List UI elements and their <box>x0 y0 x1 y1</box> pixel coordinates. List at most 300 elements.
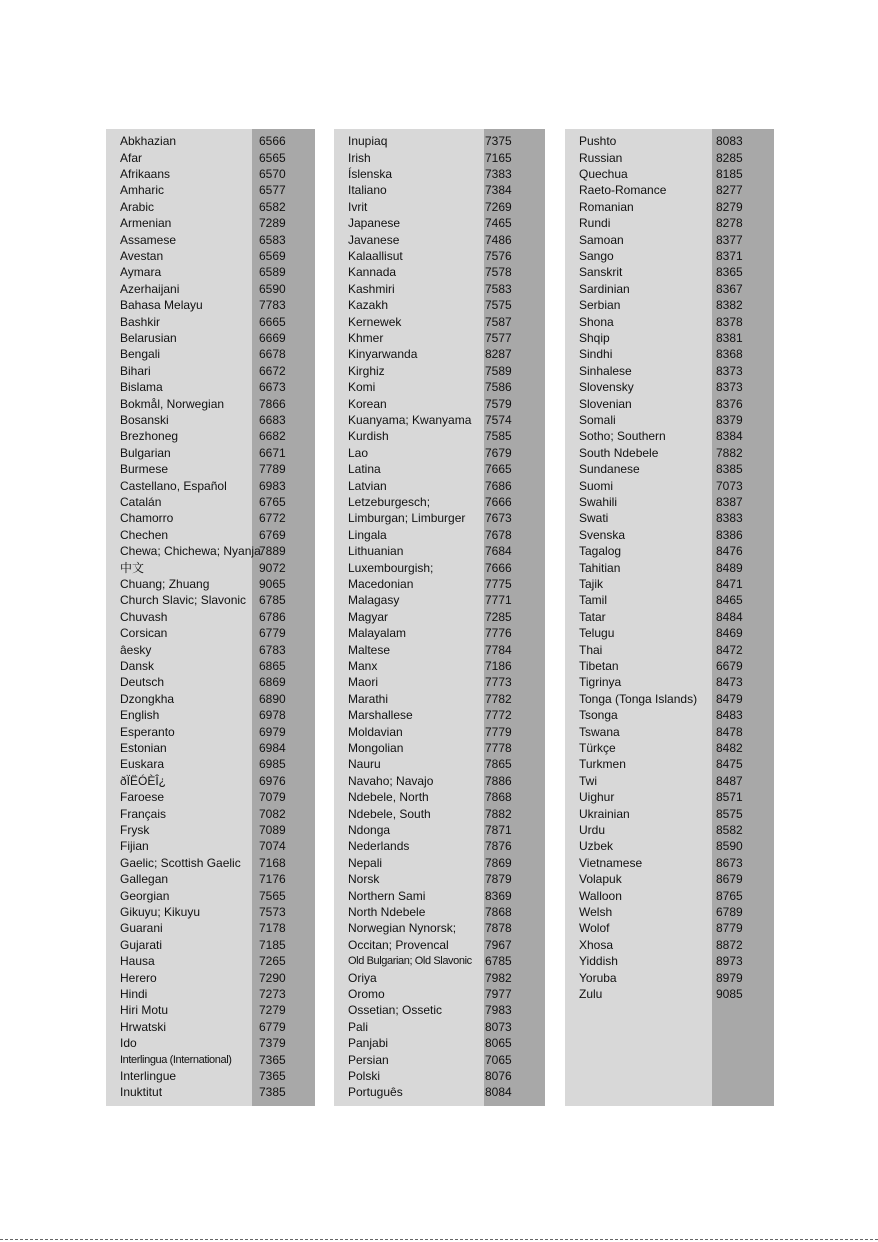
language-code: 7882 <box>716 445 743 460</box>
language-name: Amharic <box>120 183 165 198</box>
language-row <box>106 625 315 641</box>
language-row <box>106 379 315 395</box>
language-code: 8383 <box>716 511 743 526</box>
language-code: 7782 <box>485 691 512 706</box>
language-code: 6978 <box>259 708 286 723</box>
language-code: 8475 <box>716 757 743 772</box>
language-name: Chuvash <box>120 609 168 624</box>
language-name: Norsk <box>348 872 380 887</box>
language-code: 6772 <box>259 511 286 526</box>
language-row <box>106 527 315 543</box>
language-code: 8373 <box>716 380 743 395</box>
language-code: 6979 <box>259 724 286 739</box>
language-row <box>106 1084 315 1100</box>
language-name: Sindhi <box>579 347 613 362</box>
language-code: 7383 <box>485 166 512 181</box>
language-code: 8073 <box>485 1019 512 1034</box>
language-name: Church Slavic; Slavonic <box>120 593 247 608</box>
language-name: Ndonga <box>348 822 391 837</box>
language-row <box>106 281 315 297</box>
language-code: 8571 <box>716 790 743 805</box>
page-edge-dashes <box>0 1239 878 1240</box>
language-row <box>334 379 545 395</box>
language-name: Shqip <box>579 330 610 345</box>
language-row <box>334 330 545 346</box>
language-code: 8371 <box>716 248 743 263</box>
language-name: Afar <box>120 150 143 165</box>
language-name: Lithuanian <box>348 544 404 559</box>
language-name: Tatar <box>579 609 606 624</box>
language-code: 8476 <box>716 544 743 559</box>
language-code: 7783 <box>259 298 286 313</box>
language-code: 7776 <box>485 626 512 641</box>
language-name: Bengali <box>120 347 161 362</box>
language-name: Twi <box>579 773 597 788</box>
language-name: Malayalam <box>348 626 407 641</box>
language-code: 7289 <box>259 216 286 231</box>
language-code-column-2 <box>334 129 545 1106</box>
language-code: 6785 <box>485 954 512 969</box>
language-name: Belarusian <box>120 330 177 345</box>
language-row <box>565 625 774 641</box>
language-row <box>334 494 545 510</box>
language-code: 6577 <box>259 183 286 198</box>
language-code: 8381 <box>716 330 743 345</box>
language-row <box>334 805 545 821</box>
language-code: 7679 <box>485 445 512 460</box>
language-name: Latvian <box>348 478 387 493</box>
language-row <box>334 937 545 953</box>
language-row <box>565 510 774 526</box>
language-row <box>334 281 545 297</box>
language-name: Tajik <box>579 576 604 591</box>
language-code: 7779 <box>485 724 512 739</box>
language-row <box>565 346 774 362</box>
language-name: Rundi <box>579 216 611 231</box>
language-row <box>106 674 315 690</box>
language-name: Euskara <box>120 757 165 772</box>
language-row <box>334 1068 545 1084</box>
language-name: Afrikaans <box>120 166 171 181</box>
language-row <box>106 691 315 707</box>
language-code: 7585 <box>485 429 512 444</box>
language-row <box>106 1051 315 1067</box>
language-row <box>334 1019 545 1035</box>
language-row <box>565 707 774 723</box>
language-row <box>106 182 315 198</box>
language-code: 9065 <box>259 576 286 591</box>
language-name: Nederlands <box>348 839 410 854</box>
language-code: 6765 <box>259 494 286 509</box>
language-code: 7375 <box>485 134 512 149</box>
language-row <box>334 789 545 805</box>
language-name: Ido <box>120 1036 137 1051</box>
language-code: 7573 <box>259 904 286 919</box>
language-name: Maltese <box>348 642 391 657</box>
language-name: Thai <box>579 642 603 657</box>
language-code: 8465 <box>716 593 743 608</box>
language-name: Castellano, Español <box>120 478 227 493</box>
language-code: 7583 <box>485 281 512 296</box>
language-row <box>565 166 774 182</box>
language-row <box>334 969 545 985</box>
language-name: Moldavian <box>348 724 403 739</box>
language-row <box>106 215 315 231</box>
language-row <box>565 231 774 247</box>
language-name: Inupiaq <box>348 134 388 149</box>
language-row <box>565 969 774 985</box>
language-row <box>334 215 545 231</box>
language-row <box>565 674 774 690</box>
language-row <box>106 1068 315 1084</box>
language-code: 6589 <box>259 265 286 280</box>
language-name: Khmer <box>348 330 384 345</box>
language-row <box>334 1084 545 1100</box>
language-name: Bahasa Melayu <box>120 298 203 313</box>
language-code: 7589 <box>485 363 512 378</box>
language-name: Esperanto <box>120 724 175 739</box>
language-row <box>565 658 774 674</box>
language-row <box>565 641 774 657</box>
language-name: Komi <box>348 380 376 395</box>
language-code: 6779 <box>259 1019 286 1034</box>
language-row <box>106 609 315 625</box>
language-code: 6669 <box>259 330 286 345</box>
language-code: 8487 <box>716 773 743 788</box>
language-code-column-3 <box>565 129 774 1106</box>
language-code: 6785 <box>259 593 286 608</box>
language-code: 9072 <box>259 560 286 575</box>
language-name: Oromo <box>348 986 385 1001</box>
language-row <box>334 723 545 739</box>
language-code: 8382 <box>716 298 743 313</box>
language-name: Kannada <box>348 265 397 280</box>
language-row <box>106 199 315 215</box>
language-name: Norwegian Nynorsk; <box>348 921 457 936</box>
language-name: Sango <box>579 248 614 263</box>
language-code: 7273 <box>259 986 286 1001</box>
language-code: 8479 <box>716 691 743 706</box>
language-code: 7773 <box>485 675 512 690</box>
language-name: Português <box>348 1085 403 1100</box>
language-row <box>565 937 774 953</box>
language-row <box>334 773 545 789</box>
language-code: 7778 <box>485 740 512 755</box>
language-row <box>106 149 315 165</box>
language-name: Korean <box>348 396 387 411</box>
language-code: 7186 <box>485 658 512 673</box>
language-row <box>334 625 545 641</box>
language-name: Xhosa <box>579 937 614 952</box>
language-code: 7586 <box>485 380 512 395</box>
language-code: 8384 <box>716 429 743 444</box>
language-row <box>106 494 315 510</box>
language-code: 6789 <box>716 904 743 919</box>
language-row <box>106 313 315 329</box>
language-code: 8973 <box>716 954 743 969</box>
language-code: 8765 <box>716 888 743 903</box>
language-code: 7074 <box>259 839 286 854</box>
language-code: 6679 <box>716 658 743 673</box>
language-name: Walloon <box>579 888 622 903</box>
language-row <box>565 313 774 329</box>
language-name: Faroese <box>120 790 165 805</box>
language-code: 7882 <box>485 806 512 821</box>
language-code: 7865 <box>485 757 512 772</box>
language-row <box>106 969 315 985</box>
language-name: Brezhoneg <box>120 429 179 444</box>
language-name: Sundanese <box>579 462 640 477</box>
language-code: 7176 <box>259 872 286 887</box>
language-name: Tagalog <box>579 544 622 559</box>
language-code: 7065 <box>485 1052 512 1067</box>
language-name: Lao <box>348 445 369 460</box>
language-row <box>334 412 545 428</box>
language-row <box>334 149 545 165</box>
language-code: 6590 <box>259 281 286 296</box>
language-row <box>334 133 545 149</box>
language-code: 8377 <box>716 232 743 247</box>
language-name: Tigrinya <box>579 675 622 690</box>
language-name: Polski <box>348 1068 381 1083</box>
language-row <box>106 133 315 149</box>
language-code: 7565 <box>259 888 286 903</box>
language-name: Nauru <box>348 757 381 772</box>
language-name: Ukrainian <box>579 806 630 821</box>
language-code: 8779 <box>716 921 743 936</box>
language-code: 7784 <box>485 642 512 657</box>
language-code: 6583 <box>259 232 286 247</box>
language-row <box>565 838 774 854</box>
language-name: Uzbek <box>579 839 614 854</box>
language-name: Swahili <box>579 494 618 509</box>
language-name: Burmese <box>120 462 169 477</box>
language-row <box>334 477 545 493</box>
language-row <box>106 297 315 313</box>
language-name: Russian <box>579 150 623 165</box>
language-row <box>106 740 315 756</box>
language-row <box>565 920 774 936</box>
language-row <box>106 592 315 608</box>
language-row <box>106 248 315 264</box>
language-name: Suomi <box>579 478 614 493</box>
language-row <box>334 822 545 838</box>
language-code: 8185 <box>716 166 743 181</box>
language-row <box>334 920 545 936</box>
language-code: 8582 <box>716 822 743 837</box>
language-name: Frysk <box>120 822 150 837</box>
language-row <box>565 559 774 575</box>
language-row <box>334 641 545 657</box>
language-row <box>334 264 545 280</box>
language-code: 7279 <box>259 1003 286 1018</box>
language-name: Limburgan; Limburger <box>348 511 466 526</box>
language-name: Tonga (Tonga Islands) <box>579 691 698 706</box>
language-row <box>106 395 315 411</box>
language-name: Chechen <box>120 527 169 542</box>
language-code: 7574 <box>485 412 512 427</box>
language-code: 7385 <box>259 1085 286 1100</box>
language-row <box>106 477 315 493</box>
language-row <box>106 166 315 182</box>
language-name: Javanese <box>348 232 400 247</box>
language-row <box>106 543 315 559</box>
language-code: 8472 <box>716 642 743 657</box>
language-row <box>565 494 774 510</box>
language-name: Urdu <box>579 822 606 837</box>
language-name: Volapuk <box>579 872 622 887</box>
language-row <box>334 871 545 887</box>
language-code: 8373 <box>716 363 743 378</box>
language-row <box>565 264 774 280</box>
language-code: 7983 <box>485 1003 512 1018</box>
language-code: 7772 <box>485 708 512 723</box>
language-name: Assamese <box>120 232 177 247</box>
language-name: Ndebele, North <box>348 790 429 805</box>
language-name: Pali <box>348 1019 369 1034</box>
language-name: Bihari <box>120 363 151 378</box>
language-code: 8277 <box>716 183 743 198</box>
language-row <box>565 363 774 379</box>
language-name: Letzeburgesch; <box>348 494 431 509</box>
language-code: 8287 <box>485 347 512 362</box>
language-code-column-1 <box>106 129 315 1106</box>
language-row <box>565 215 774 231</box>
language-name: Turkmen <box>579 757 626 772</box>
language-code: 7771 <box>485 593 512 608</box>
language-row <box>106 838 315 854</box>
language-code: 7575 <box>485 298 512 313</box>
language-row <box>106 871 315 887</box>
language-row <box>106 707 315 723</box>
language-row <box>106 576 315 592</box>
language-name: Manx <box>348 658 378 673</box>
language-name: Estonian <box>120 740 167 755</box>
language-code: 7578 <box>485 265 512 280</box>
language-row <box>334 182 545 198</box>
language-name: Japanese <box>348 216 401 231</box>
language-row <box>565 149 774 165</box>
language-name: Hiri Motu <box>120 1003 169 1018</box>
language-code: 8872 <box>716 937 743 952</box>
language-name: Gaelic; Scottish Gaelic <box>120 855 241 870</box>
language-code: 7379 <box>259 1036 286 1051</box>
language-code: 6678 <box>259 347 286 362</box>
language-row <box>565 855 774 871</box>
language-code: 7290 <box>259 970 286 985</box>
language-name: Kazakh <box>348 298 389 313</box>
language-name: English <box>120 708 160 723</box>
language-row <box>334 527 545 543</box>
language-code: 8575 <box>716 806 743 821</box>
language-name: Georgian <box>120 888 170 903</box>
language-name: Abkhazian <box>120 134 177 149</box>
language-name: Français <box>120 806 167 821</box>
language-row <box>565 330 774 346</box>
language-name: Sardinian <box>579 281 630 296</box>
language-code: 7866 <box>259 396 286 411</box>
language-row <box>106 920 315 936</box>
language-code: 6665 <box>259 314 286 329</box>
language-name: Bashkir <box>120 314 161 329</box>
language-code: 7073 <box>716 478 743 493</box>
language-name: Luxembourgish; <box>348 560 434 575</box>
language-row <box>565 740 774 756</box>
language-name: Old Bulgarian; Old Slavonic <box>348 955 472 968</box>
language-code: 6865 <box>259 658 286 673</box>
language-name: Fijian <box>120 839 149 854</box>
language-name: Guarani <box>120 921 163 936</box>
language-row <box>565 379 774 395</box>
language-code: 7579 <box>485 396 512 411</box>
language-row <box>565 428 774 444</box>
language-row <box>334 346 545 362</box>
language-name: Magyar <box>348 609 389 624</box>
language-code: 7168 <box>259 855 286 870</box>
language-code: 7878 <box>485 921 512 936</box>
language-code: 6569 <box>259 248 286 263</box>
language-name: Serbian <box>579 298 621 313</box>
language-code: 7871 <box>485 822 512 837</box>
language-name: Azerhaijani <box>120 281 180 296</box>
language-name: Hindi <box>120 986 148 1001</box>
language-row <box>565 395 774 411</box>
language-row <box>565 773 774 789</box>
language-code: 6683 <box>259 412 286 427</box>
language-name: North Ndebele <box>348 904 426 919</box>
language-row <box>565 691 774 707</box>
language-row <box>334 953 545 969</box>
language-row <box>334 756 545 772</box>
language-name: Uighur <box>579 790 615 805</box>
language-name: Corsican <box>120 626 168 641</box>
language-code: 6783 <box>259 642 286 657</box>
language-code: 8482 <box>716 740 743 755</box>
language-row <box>106 805 315 821</box>
language-row <box>565 182 774 198</box>
language-code: 6672 <box>259 363 286 378</box>
language-row <box>106 510 315 526</box>
language-name: Wolof <box>579 921 610 936</box>
language-code: 8679 <box>716 872 743 887</box>
language-code: 8489 <box>716 560 743 575</box>
language-row <box>106 773 315 789</box>
language-code: 6779 <box>259 626 286 641</box>
language-name: Panjabi <box>348 1036 389 1051</box>
language-name: Inuktitut <box>120 1085 163 1100</box>
language-row <box>334 904 545 920</box>
language-row <box>565 822 774 838</box>
language-code: 8376 <box>716 396 743 411</box>
language-row <box>565 723 774 739</box>
language-row <box>106 887 315 903</box>
language-name: Persian <box>348 1052 389 1067</box>
language-row <box>565 756 774 772</box>
language-code: 7678 <box>485 527 512 542</box>
language-name: Armenian <box>120 216 172 231</box>
language-row <box>106 330 315 346</box>
language-code: 7686 <box>485 478 512 493</box>
language-code: 7982 <box>485 970 512 985</box>
language-row <box>565 592 774 608</box>
language-row <box>334 609 545 625</box>
language-code: 9085 <box>716 986 743 1001</box>
language-row <box>106 756 315 772</box>
language-code: 8469 <box>716 626 743 641</box>
language-name: Raeto-Romance <box>579 183 667 198</box>
language-code: 6671 <box>259 445 286 460</box>
language-row <box>565 412 774 428</box>
